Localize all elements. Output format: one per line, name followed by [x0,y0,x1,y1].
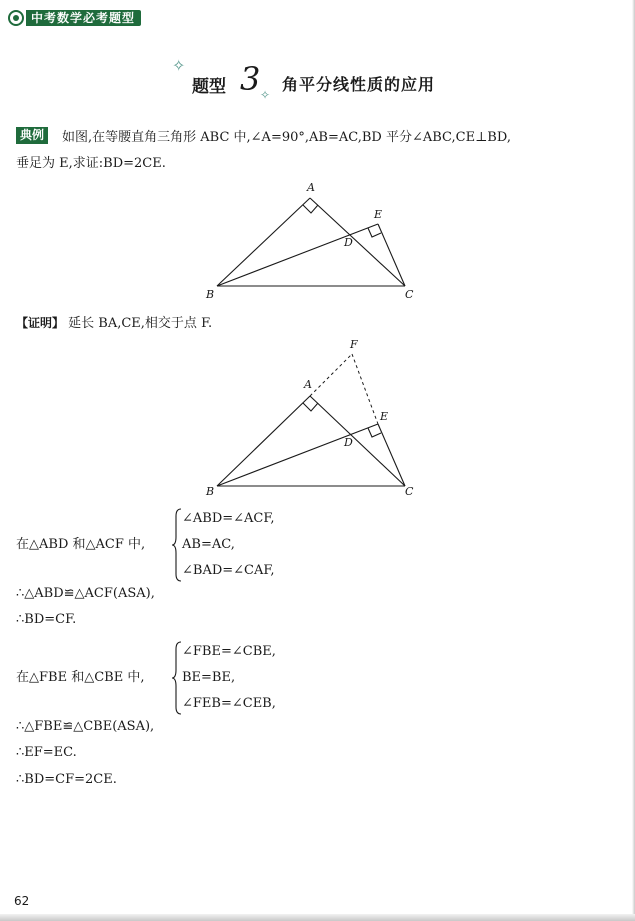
condition-row: ∠BAD=∠CAF, [182,563,275,578]
right-angle-mark-e [368,428,381,437]
proof-intro-text: 延长 BA,CE,相交于点 F. [68,316,213,331]
segment-ac [310,198,405,286]
section-heading: 角平分线性质的应用 [282,75,436,94]
page-bottom-shadow [0,914,635,921]
segment-bd-to-e [217,424,378,486]
page-number: 62 [14,894,30,908]
series-title: 中考数学必考题型 [26,10,141,26]
condition-row: AB=AC, [182,537,235,552]
label-f: F [350,338,358,351]
segment-ac [310,396,405,486]
section-title [0,56,635,102]
segment-af-dashed [310,354,352,396]
left-brace [172,639,182,717]
step2-result-2: ∴BD=CF=2CE. [16,772,117,787]
step1-prefix: 在△ABD 和△ACF 中, [16,537,146,552]
example-text-line-1: 如图,在等腰直角三角形 ABC 中,∠A=90°,AB=AC,BD 平分∠ABC,CE⊥BD, [62,130,511,145]
proof-label: 【证明】 [16,316,65,330]
right-angle-mark-a [303,205,318,213]
right-angle-mark-e [368,228,381,237]
label-a: A [307,181,315,194]
section-number: 3 [240,60,261,98]
segment-ce [378,224,405,286]
sparkle-icon: ✧ [172,56,186,75]
label-a: A [304,378,312,391]
label-c: C [405,288,414,301]
step2-conditions [172,639,322,717]
step2-conclusion: ∴△FBE≌△CBE(ASA), [16,719,155,734]
label-b: B [206,485,215,498]
right-angle-mark-a [303,403,318,411]
step1-conclusion: ∴△ABD≌△ACF(ASA), [16,586,155,601]
series-header [8,8,141,28]
segment-bd-to-e [217,224,378,286]
condition-row: BE=BE, [182,670,236,685]
label-b: B [206,288,215,301]
label-d: D [344,436,353,449]
segment-ab [217,198,310,286]
series-logo-icon [8,10,24,26]
segment-ef-dashed [352,354,378,424]
example-badge: 典例 [16,127,48,144]
label-d: D [344,236,353,249]
segment-ab [217,396,310,486]
figure-extended-triangle [200,336,430,501]
condition-row: ∠FBE=∠CBE, [182,644,276,659]
example-text-line-2: 垂足为 E,求证:BD=2CE. [16,156,166,171]
segment-ce [378,424,405,486]
step1-conditions [172,506,322,584]
section-prefix: 题型 [192,77,226,97]
step2-prefix: 在△FBE 和△CBE 中, [16,670,145,685]
label-e: E [380,410,389,423]
condition-row: ∠FEB=∠CEB, [182,696,276,711]
sparkle-icon: ✧ [260,88,271,102]
proof-intro [16,312,212,331]
step2-result-1: ∴EF=EC. [16,745,77,760]
label-e: E [374,208,383,221]
left-brace [172,506,182,584]
condition-row: ∠ABD=∠ACF, [182,511,275,526]
label-c: C [405,485,414,498]
figure-triangle-abc [200,176,430,301]
step1-result: ∴BD=CF. [16,612,77,627]
